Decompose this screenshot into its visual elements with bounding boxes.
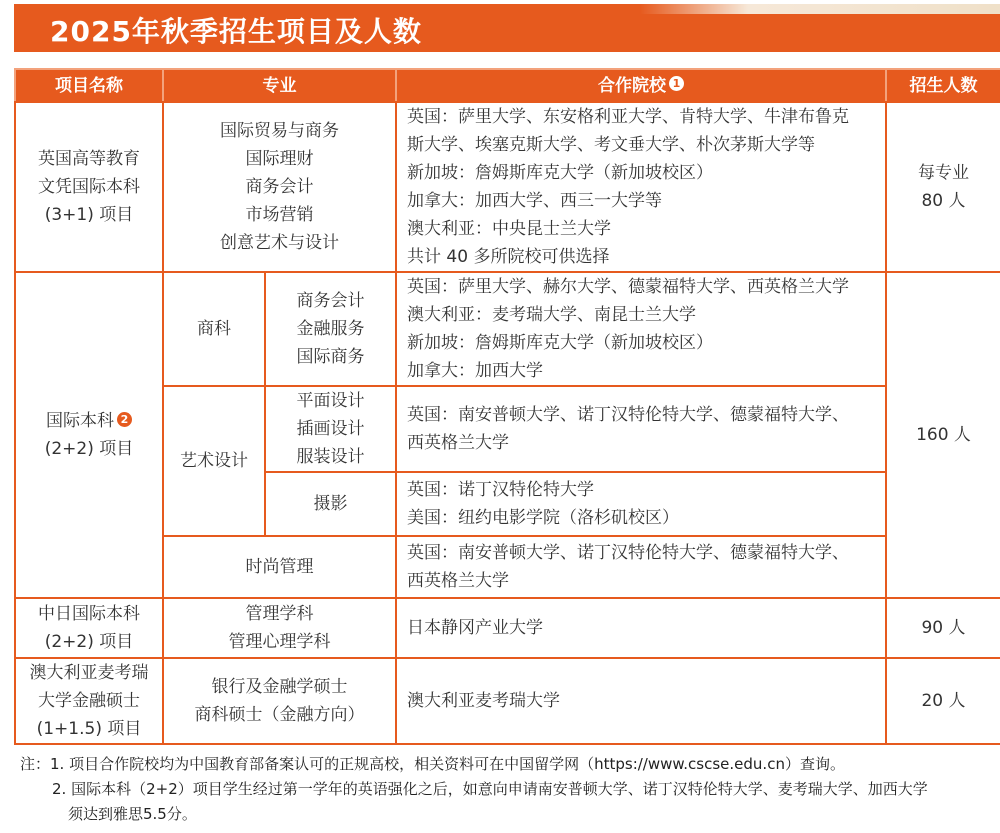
- page-title: 2025年秋季招生项目及人数: [50, 15, 422, 48]
- major-cell: 摄影: [265, 472, 396, 536]
- project-name-line: (3+1) 项目: [44, 205, 134, 225]
- major-item: 商科硕士（金融方向）: [194, 705, 365, 725]
- table-header-row: [15, 69, 1000, 102]
- footnotes: [20, 752, 995, 827]
- partner-line: 加拿大：加西大学、西三一大学等: [407, 191, 662, 211]
- partner-line: 新加坡：詹姆斯库克大学（新加坡校区）: [407, 333, 713, 353]
- table-row: [15, 102, 1000, 272]
- header-major: 专业: [163, 69, 396, 102]
- header-project: 项目名称: [15, 69, 163, 102]
- major-cell: [163, 102, 396, 272]
- quota-cell: 90 人: [886, 598, 1000, 658]
- major-item: 管理心理学科: [228, 632, 331, 652]
- project-name-line: (2+2) 项目: [44, 632, 134, 652]
- partner-line: 英国：南安普顿大学、诺丁汉特伦特大学、德蒙福特大学、: [407, 405, 849, 425]
- major-item: 国际贸易与商务: [220, 121, 339, 141]
- partner-line: 美国：纽约电影学院（洛杉矶校区）: [407, 508, 679, 528]
- major-cell: [265, 386, 396, 472]
- project-name-cell: [15, 102, 163, 272]
- quota-line: 80 人: [921, 191, 966, 211]
- program-table: [14, 68, 1000, 745]
- partner-line: 西英格兰大学: [407, 571, 509, 591]
- major-cell: [163, 658, 396, 744]
- footnote-1-badge: 1: [669, 76, 684, 91]
- major-item: 金融服务: [296, 319, 365, 339]
- major-item: 管理学科: [245, 604, 314, 624]
- project-name-line: (2+2) 项目: [44, 439, 134, 459]
- partner-line: 英国：南安普顿大学、诺丁汉特伦特大学、德蒙福特大学、: [407, 543, 849, 563]
- partner-cell: 日本静冈产业大学: [396, 598, 886, 658]
- partner-line: 西英格兰大学: [407, 433, 509, 453]
- major-item: 平面设计: [296, 391, 365, 411]
- table-row: [15, 536, 1000, 598]
- footnote-2: 2. 国际本科（2+2）项目学生经过第一学年的英语强化之后，如意向申请南安普顿大学、诺丁汉特伦特大学、麦考瑞大学、加西大学: [52, 780, 928, 798]
- table-row: [15, 658, 1000, 744]
- header-partner-label: 合作院校: [598, 75, 666, 96]
- major-item: 商务会计: [296, 291, 365, 311]
- major-item: 插画设计: [296, 419, 365, 439]
- project-name-line: 国际本科 2: [16, 407, 162, 435]
- banner-decoration: [640, 4, 1000, 14]
- project-name-line: 英国高等教育: [38, 149, 140, 169]
- partner-line: 英国：萨里大学、东安格利亚大学、肯特大学、牛津布鲁克: [407, 107, 849, 127]
- partner-line: 英国：萨里大学、赫尔大学、德蒙福特大学、西英格兰大学: [407, 277, 849, 297]
- project-name-line: (1+1.5) 项目: [36, 719, 142, 739]
- partner-cell: [396, 472, 886, 536]
- partner-cell: [396, 536, 886, 598]
- category-cell: 商科: [163, 272, 265, 386]
- partner-line: 斯大学、埃塞克斯大学、考文垂大学、朴次茅斯大学等: [407, 135, 815, 155]
- quota-cell: [886, 102, 1000, 272]
- partner-cell: [396, 386, 886, 472]
- header-quota: 招生人数: [886, 69, 1000, 102]
- major-item: 国际商务: [296, 347, 365, 367]
- project-name-line: 文凭国际本科: [38, 177, 140, 197]
- title-banner: [14, 4, 1000, 52]
- major-item: 商务会计: [245, 177, 314, 197]
- major-item: 创意艺术与设计: [220, 233, 339, 253]
- major-item: 银行及金融学硕士: [211, 677, 348, 697]
- table-row: [15, 386, 1000, 472]
- partner-cell: [396, 272, 886, 386]
- project-name-line: 澳大利亚麦考瑞: [29, 663, 149, 683]
- partner-line: 新加坡：詹姆斯库克大学（新加坡校区）: [407, 163, 713, 183]
- table-row: [15, 598, 1000, 658]
- major-item: 市场营销: [245, 205, 314, 225]
- partner-line: 英国：诺丁汉特伦特大学: [407, 480, 594, 500]
- partner-line: 澳大利亚：麦考瑞大学、南昆士兰大学: [407, 305, 696, 325]
- project-name-line: 中日国际本科: [38, 604, 140, 624]
- header-partner: [396, 69, 886, 102]
- major-cell: 时尚管理: [163, 536, 396, 598]
- project-name-line: 大学金融硕士: [38, 691, 140, 711]
- quota-cell: 160 人: [886, 272, 1000, 598]
- project-name-cell: [15, 658, 163, 744]
- footnote-1: 注：1. 项目合作院校均为中国教育部备案认可的正规高校，相关资料可在中国留学网（https://www.cscse.edu.cn）查询。: [20, 755, 845, 773]
- quota-line: 每专业: [918, 163, 969, 183]
- partner-cell: [396, 102, 886, 272]
- partner-line: 共计 40 多所院校可供选择: [407, 247, 610, 267]
- major-cell: [163, 598, 396, 658]
- quota-cell: 20 人: [886, 658, 1000, 744]
- major-cell: [265, 272, 396, 386]
- project-name-cell: [15, 598, 163, 658]
- table-row: [15, 272, 1000, 386]
- major-item: 国际理财: [245, 149, 314, 169]
- partner-line: 澳大利亚：中央昆士兰大学: [407, 219, 611, 239]
- project-name-cell: [15, 272, 163, 598]
- partner-line: 加拿大：加西大学: [407, 361, 543, 381]
- footnote-2-continued: 须达到雅思5.5分。: [68, 805, 197, 823]
- footnote-2-badge: 2: [117, 412, 132, 427]
- partner-cell: 澳大利亚麦考瑞大学: [396, 658, 886, 744]
- category-cell: 艺术设计: [163, 386, 265, 536]
- major-item: 服装设计: [296, 447, 365, 467]
